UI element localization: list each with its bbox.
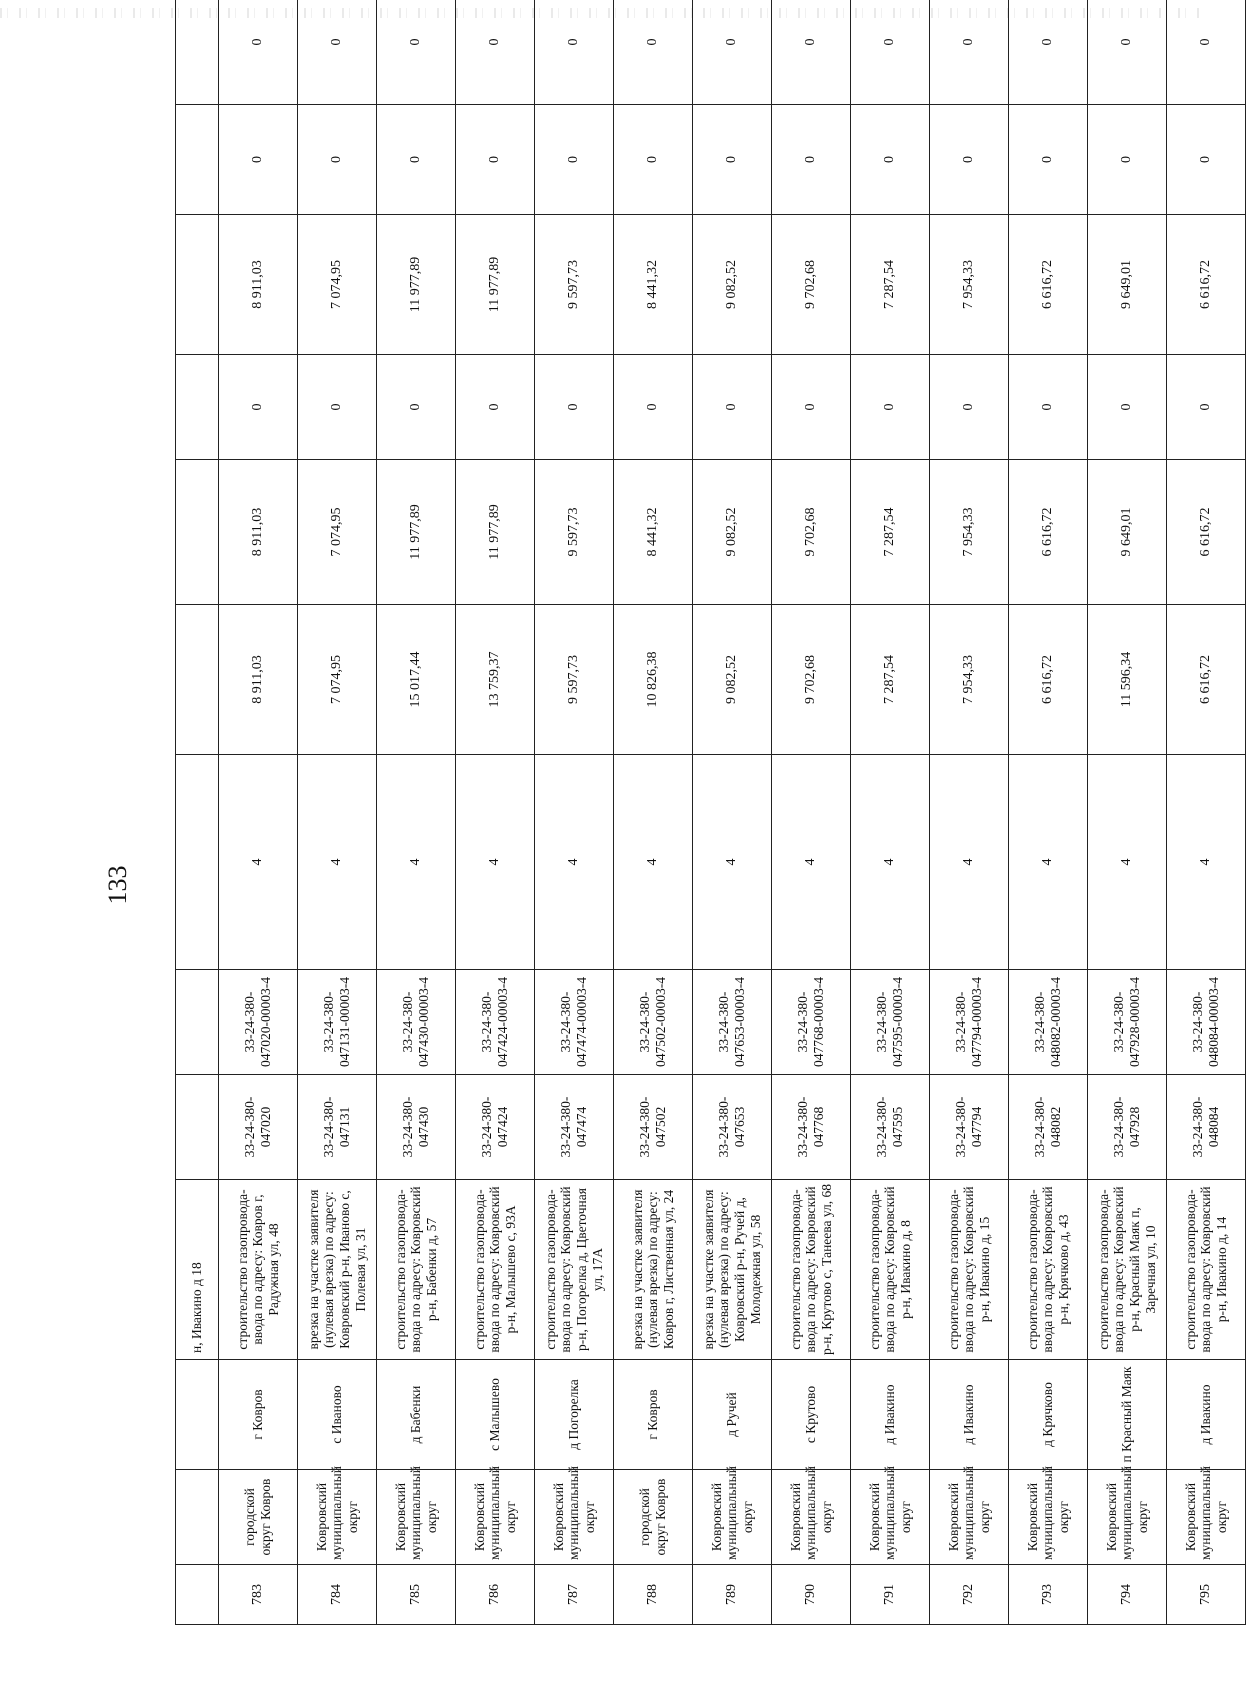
cadastral-code-cell: 33-24-380-047768 bbox=[772, 1075, 851, 1180]
object-id-cell: 33-24-380-048084-00003-4 bbox=[1167, 970, 1246, 1075]
value-1-cell: 15 017,44 bbox=[377, 605, 456, 755]
locality-cell: с Крутово bbox=[772, 1360, 851, 1470]
locality-cell: п Красный Маяк bbox=[1088, 1360, 1167, 1470]
value-4-cell: 9 082,52 bbox=[693, 215, 772, 355]
value-1-cell: 8 911,03 bbox=[219, 605, 298, 755]
value-5-cell: 0 bbox=[693, 105, 772, 215]
district-cell: Ковровский муниципальный округ bbox=[772, 1470, 851, 1565]
cadastral-code-cell: 33-24-380-047424 bbox=[456, 1075, 535, 1180]
locality-cell: д Бабенки bbox=[377, 1360, 456, 1470]
object-id-cell: 33-24-380-047424-00003-4 bbox=[456, 970, 535, 1075]
value-5-cell: 0 bbox=[1167, 105, 1246, 215]
table-row bbox=[1009, 0, 1088, 1625]
row-number: 793 bbox=[1009, 1565, 1088, 1625]
value-2-cell: 7 287,54 bbox=[851, 460, 930, 605]
continuation-address: н, Ивакино д 18 bbox=[176, 1180, 219, 1360]
value-2-cell: 9 082,52 bbox=[693, 460, 772, 605]
value-6-cell: 0 bbox=[1088, 0, 1167, 105]
cadastral-code-cell: 33-24-380-047430 bbox=[377, 1075, 456, 1180]
value-3-cell: 0 bbox=[693, 355, 772, 460]
value-4-cell: 7 074,95 bbox=[298, 215, 377, 355]
value-5-cell: 0 bbox=[1088, 105, 1167, 215]
cadastral-code-cell: 33-24-380-047131 bbox=[298, 1075, 377, 1180]
cadastral-code-cell: 33-24-380-047020 bbox=[219, 1075, 298, 1180]
row-number: 783 bbox=[219, 1565, 298, 1625]
row-number: 789 bbox=[693, 1565, 772, 1625]
cadastral-code-cell: 33-24-380-047653 bbox=[693, 1075, 772, 1180]
cell bbox=[176, 105, 219, 215]
locality-cell: д Ручей bbox=[693, 1360, 772, 1470]
value-4-cell: 7 287,54 bbox=[851, 215, 930, 355]
table-row bbox=[1167, 0, 1246, 1625]
locality-cell: д Ивакино bbox=[930, 1360, 1009, 1470]
cadastral-code-cell: 33-24-380-047928 bbox=[1088, 1075, 1167, 1180]
value-6-cell: 0 bbox=[1009, 0, 1088, 105]
value-4-cell: 9 702,68 bbox=[772, 215, 851, 355]
category-cell: 4 bbox=[1009, 755, 1088, 970]
continuation-row bbox=[176, 0, 219, 1625]
cell bbox=[176, 1565, 219, 1625]
category-cell: 4 bbox=[535, 755, 614, 970]
table-row bbox=[693, 0, 772, 1625]
value-3-cell: 0 bbox=[1088, 355, 1167, 460]
cell bbox=[176, 215, 219, 355]
row-number: 784 bbox=[298, 1565, 377, 1625]
value-4-cell: 8 441,32 bbox=[614, 215, 693, 355]
value-2-cell: 6 616,72 bbox=[1009, 460, 1088, 605]
cadastral-code-cell: 33-24-380-047794 bbox=[930, 1075, 1009, 1180]
value-5-cell: 0 bbox=[377, 105, 456, 215]
row-number: 791 bbox=[851, 1565, 930, 1625]
value-1-cell: 6 616,72 bbox=[1009, 605, 1088, 755]
table-row bbox=[456, 0, 535, 1625]
value-1-cell: 7 954,33 bbox=[930, 605, 1009, 755]
table-body bbox=[176, 0, 1246, 1625]
description-cell: строительство газопровода-ввода по адресу: Ковровский р-н, Крячково д, 43 bbox=[1009, 1180, 1088, 1360]
cadastral-code-cell: 33-24-380-048082 bbox=[1009, 1075, 1088, 1180]
value-4-cell: 6 616,72 bbox=[1009, 215, 1088, 355]
value-3-cell: 0 bbox=[298, 355, 377, 460]
value-5-cell: 0 bbox=[772, 105, 851, 215]
description-cell: строительство газопровода-ввода по адресу: Ковровский р-н, Ивакино д, 8 bbox=[851, 1180, 930, 1360]
locality-cell: г Ковров bbox=[219, 1360, 298, 1470]
locality-cell: д Крячково bbox=[1009, 1360, 1088, 1470]
description-cell: строительство газопровода-ввода по адресу: Ковровский р-н, Малышево с, 93А bbox=[456, 1180, 535, 1360]
value-5-cell: 0 bbox=[1009, 105, 1088, 215]
value-2-cell: 9 649,01 bbox=[1088, 460, 1167, 605]
row-number: 785 bbox=[377, 1565, 456, 1625]
object-id-cell: 33-24-380-047768-00003-4 bbox=[772, 970, 851, 1075]
value-2-cell: 8 441,32 bbox=[614, 460, 693, 605]
row-number: 787 bbox=[535, 1565, 614, 1625]
table-row bbox=[535, 0, 614, 1625]
value-6-cell: 0 bbox=[693, 0, 772, 105]
value-4-cell: 6 616,72 bbox=[1167, 215, 1246, 355]
value-1-cell: 13 759,37 bbox=[456, 605, 535, 755]
cell bbox=[176, 1470, 219, 1565]
category-cell: 4 bbox=[1088, 755, 1167, 970]
cell bbox=[176, 460, 219, 605]
value-3-cell: 0 bbox=[535, 355, 614, 460]
cell bbox=[176, 1075, 219, 1180]
value-2-cell: 9 702,68 bbox=[772, 460, 851, 605]
locality-cell: д Ивакино bbox=[1167, 1360, 1246, 1470]
description-cell: врезка на участке заявителя (нулевая врезка) по адресу: Ковровский р-н, Ручей д, Молодежная ул, 58 bbox=[693, 1180, 772, 1360]
district-cell: Ковровский муниципальный округ bbox=[693, 1470, 772, 1565]
value-3-cell: 0 bbox=[1167, 355, 1246, 460]
category-cell: 4 bbox=[693, 755, 772, 970]
value-6-cell: 0 bbox=[377, 0, 456, 105]
value-1-cell: 7 074,95 bbox=[298, 605, 377, 755]
category-cell: 4 bbox=[298, 755, 377, 970]
value-3-cell: 0 bbox=[772, 355, 851, 460]
cadastral-code-cell: 33-24-380-047474 bbox=[535, 1075, 614, 1180]
value-5-cell: 0 bbox=[219, 105, 298, 215]
object-id-cell: 33-24-380-047794-00003-4 bbox=[930, 970, 1009, 1075]
rotated-table-wrapper bbox=[175, 38, 1229, 1625]
table-row bbox=[614, 0, 693, 1625]
object-id-cell: 33-24-380-047020-00003-4 bbox=[219, 970, 298, 1075]
table-row bbox=[377, 0, 456, 1625]
cadastral-code-cell: 33-24-380-048084 bbox=[1167, 1075, 1246, 1180]
district-cell: Ковровский муниципальный округ bbox=[1167, 1470, 1246, 1565]
table-row bbox=[930, 0, 1009, 1625]
description-cell: врезка на участке заявителя (нулевая врезка) по адресу: Ковров г, Лиственная ул, 24 bbox=[614, 1180, 693, 1360]
value-1-cell: 11 596,34 bbox=[1088, 605, 1167, 755]
row-number: 788 bbox=[614, 1565, 693, 1625]
description-cell: строительство газопровода-ввода по адресу: Ковровский р-н, Крутово с, Танеева ул, 68 bbox=[772, 1180, 851, 1360]
object-id-cell: 33-24-380-047595-00003-4 bbox=[851, 970, 930, 1075]
value-1-cell: 9 597,73 bbox=[535, 605, 614, 755]
value-5-cell: 0 bbox=[456, 105, 535, 215]
value-3-cell: 0 bbox=[930, 355, 1009, 460]
locality-cell: д Ивакино bbox=[851, 1360, 930, 1470]
value-1-cell: 10 826,38 bbox=[614, 605, 693, 755]
value-5-cell: 0 bbox=[614, 105, 693, 215]
value-2-cell: 7 074,95 bbox=[298, 460, 377, 605]
value-2-cell: 7 954,33 bbox=[930, 460, 1009, 605]
value-5-cell: 0 bbox=[298, 105, 377, 215]
district-cell: Ковровский муниципальный округ bbox=[1088, 1470, 1167, 1565]
row-number: 786 bbox=[456, 1565, 535, 1625]
category-cell: 4 bbox=[851, 755, 930, 970]
value-1-cell: 9 082,52 bbox=[693, 605, 772, 755]
value-4-cell: 9 597,73 bbox=[535, 215, 614, 355]
value-6-cell: 0 bbox=[772, 0, 851, 105]
cell bbox=[176, 970, 219, 1075]
cell bbox=[176, 605, 219, 755]
district-cell: городской округ Ковров bbox=[219, 1470, 298, 1565]
value-6-cell: 0 bbox=[851, 0, 930, 105]
value-4-cell: 7 954,33 bbox=[930, 215, 1009, 355]
value-2-cell: 11 977,89 bbox=[456, 460, 535, 605]
value-3-cell: 0 bbox=[614, 355, 693, 460]
locality-cell: с Малышево bbox=[456, 1360, 535, 1470]
value-2-cell: 11 977,89 bbox=[377, 460, 456, 605]
object-id-cell: 33-24-380-047474-00003-4 bbox=[535, 970, 614, 1075]
row-number: 792 bbox=[930, 1565, 1009, 1625]
description-cell: строительство газопровода-ввода по адресу: Ковровский р-н, Красный Маяк п, Заречная ул, 10 bbox=[1088, 1180, 1167, 1360]
district-cell: Ковровский муниципальный округ bbox=[298, 1470, 377, 1565]
value-1-cell: 7 287,54 bbox=[851, 605, 930, 755]
district-cell: Ковровский муниципальный округ bbox=[377, 1470, 456, 1565]
table-row bbox=[298, 0, 377, 1625]
category-cell: 4 bbox=[219, 755, 298, 970]
value-5-cell: 0 bbox=[851, 105, 930, 215]
district-cell: Ковровский муниципальный округ bbox=[456, 1470, 535, 1565]
category-cell: 4 bbox=[456, 755, 535, 970]
table-row bbox=[772, 0, 851, 1625]
value-4-cell: 8 911,03 bbox=[219, 215, 298, 355]
description-cell: строительство газопровода-ввода по адресу: Ковровский р-н, Ивакино д, 15 bbox=[930, 1180, 1009, 1360]
value-5-cell: 0 bbox=[930, 105, 1009, 215]
value-1-cell: 9 702,68 bbox=[772, 605, 851, 755]
district-cell: городской округ Ковров bbox=[614, 1470, 693, 1565]
value-6-cell: 0 bbox=[614, 0, 693, 105]
table-row bbox=[219, 0, 298, 1625]
object-id-cell: 33-24-380-047502-00003-4 bbox=[614, 970, 693, 1075]
table-row bbox=[1088, 0, 1167, 1625]
category-cell: 4 bbox=[614, 755, 693, 970]
object-id-cell: 33-24-380-047928-00003-4 bbox=[1088, 970, 1167, 1075]
category-cell: 4 bbox=[772, 755, 851, 970]
cadastral-code-cell: 33-24-380-047502 bbox=[614, 1075, 693, 1180]
district-cell: Ковровский муниципальный округ bbox=[1009, 1470, 1088, 1565]
value-3-cell: 0 bbox=[377, 355, 456, 460]
district-cell: Ковровский муниципальный округ bbox=[930, 1470, 1009, 1565]
row-number: 790 bbox=[772, 1565, 851, 1625]
value-6-cell: 0 bbox=[219, 0, 298, 105]
value-3-cell: 0 bbox=[219, 355, 298, 460]
description-cell: строительство газопровода-ввода по адресу: Ковров г, Радужная ул, 48 bbox=[219, 1180, 298, 1360]
row-number: 795 bbox=[1167, 1565, 1246, 1625]
value-6-cell: 0 bbox=[298, 0, 377, 105]
district-cell: Ковровский муниципальный округ bbox=[535, 1470, 614, 1565]
value-6-cell: 0 bbox=[1167, 0, 1246, 105]
object-id-cell: 33-24-380-047430-00003-4 bbox=[377, 970, 456, 1075]
value-4-cell: 9 649,01 bbox=[1088, 215, 1167, 355]
register-table bbox=[175, 0, 1246, 1625]
description-cell: строительство газопровода-ввода по адресу: Ковровский р-н, Ивакино д, 14 bbox=[1167, 1180, 1246, 1360]
value-2-cell: 8 911,03 bbox=[219, 460, 298, 605]
category-cell: 4 bbox=[930, 755, 1009, 970]
cell bbox=[176, 1360, 219, 1470]
category-cell: 4 bbox=[377, 755, 456, 970]
cell bbox=[176, 0, 219, 105]
value-3-cell: 0 bbox=[851, 355, 930, 460]
district-cell: Ковровский муниципальный округ bbox=[851, 1470, 930, 1565]
locality-cell: д Погорелка bbox=[535, 1360, 614, 1470]
value-2-cell: 6 616,72 bbox=[1167, 460, 1246, 605]
row-number: 794 bbox=[1088, 1565, 1167, 1625]
locality-cell: г Ковров bbox=[614, 1360, 693, 1470]
value-6-cell: 0 bbox=[456, 0, 535, 105]
locality-cell: с Иваново bbox=[298, 1360, 377, 1470]
value-1-cell: 6 616,72 bbox=[1167, 605, 1246, 755]
cadastral-code-cell: 33-24-380-047595 bbox=[851, 1075, 930, 1180]
table-row bbox=[851, 0, 930, 1625]
cell bbox=[176, 355, 219, 460]
value-3-cell: 0 bbox=[1009, 355, 1088, 460]
description-cell: строительство газопровода-ввода по адресу: Ковровский р-н, Погорелка д, Цветочная ул, 17А bbox=[535, 1180, 614, 1360]
category-cell: 4 bbox=[1167, 755, 1246, 970]
value-6-cell: 0 bbox=[930, 0, 1009, 105]
object-id-cell: 33-24-380-047131-00003-4 bbox=[298, 970, 377, 1075]
value-3-cell: 0 bbox=[456, 355, 535, 460]
cell bbox=[176, 755, 219, 970]
value-2-cell: 9 597,73 bbox=[535, 460, 614, 605]
page-number: 133 bbox=[103, 865, 132, 905]
value-4-cell: 11 977,89 bbox=[377, 215, 456, 355]
value-5-cell: 0 bbox=[535, 105, 614, 215]
object-id-cell: 33-24-380-047653-00003-4 bbox=[693, 970, 772, 1075]
object-id-cell: 33-24-380-048082-00003-4 bbox=[1009, 970, 1088, 1075]
description-cell: строительство газопровода-ввода по адресу: Ковровский р-н, Бабенки д, 57 bbox=[377, 1180, 456, 1360]
value-4-cell: 11 977,89 bbox=[456, 215, 535, 355]
description-cell: врезка на участке заявителя (нулевая врезка) по адресу: Ковровский р-н, Иваново с, Полевая ул, 31 bbox=[298, 1180, 377, 1360]
value-6-cell: 0 bbox=[535, 0, 614, 105]
